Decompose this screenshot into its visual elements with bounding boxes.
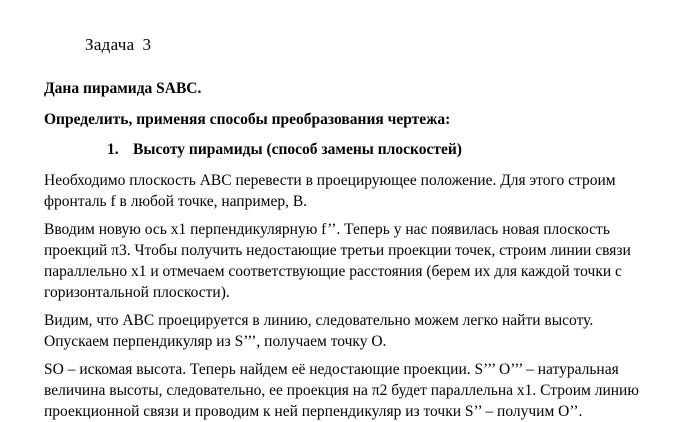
paragraph-line: Вводим новую ось x1 перпендикулярную f’’. Теперь у нас появилась новая плоскость xyxy=(44,221,610,238)
given-statement: Дана пирамида SABC. xyxy=(44,80,202,97)
task-title xyxy=(85,35,151,55)
paragraph-2 xyxy=(44,219,684,303)
paragraph-line: Видим, что ABC проецируется в линию, следовательно можем легко найти высоту. xyxy=(44,312,594,329)
paragraph-4 xyxy=(44,359,684,422)
paragraph-line: горизонтальной плоскости). xyxy=(44,284,230,301)
paragraph-line: величина высоты, следовательно, ее проекция на π2 будет параллельна x1. Строим линию xyxy=(44,382,639,399)
paragraph-line: Опускаем перпендикуляр из S’’’, получаем точку O. xyxy=(44,333,387,350)
paragraph-3 xyxy=(44,310,684,352)
task-title-number: 3 xyxy=(142,35,152,54)
list-item xyxy=(107,141,462,159)
paragraph-1 xyxy=(44,170,684,212)
paragraph-line: параллельно x1 и отмечаем соответствующие расстояния (берем их для каждой точки с xyxy=(44,263,622,280)
task-title-word: Задача xyxy=(85,35,135,54)
paragraph-line: проекций π3. Чтобы получить недостающие третьи проекции точек, строим линии связи xyxy=(44,242,631,259)
task-statement: Определить, применяя способы преобразования чертежа: xyxy=(44,111,451,128)
paragraph-line: SO – искомая высота. Теперь найдем её недостающие проекции. S’’’ O’’’ – натуральная xyxy=(44,361,619,378)
paragraph-line: Необходимо плоскость ABC перевести в проецирующее положение. Для этого строим xyxy=(44,172,616,189)
paragraph-line: фронталь f в любой точке, например, B. xyxy=(44,193,308,210)
list-item-text: Высоту пирамиды (способ замены плоскостей) xyxy=(133,141,462,158)
list-item-marker: 1. xyxy=(107,141,119,158)
paragraph-line: проекционной связи и проводим к ней перпендикуляр из точки S’’ – получим O’’. xyxy=(44,403,583,420)
